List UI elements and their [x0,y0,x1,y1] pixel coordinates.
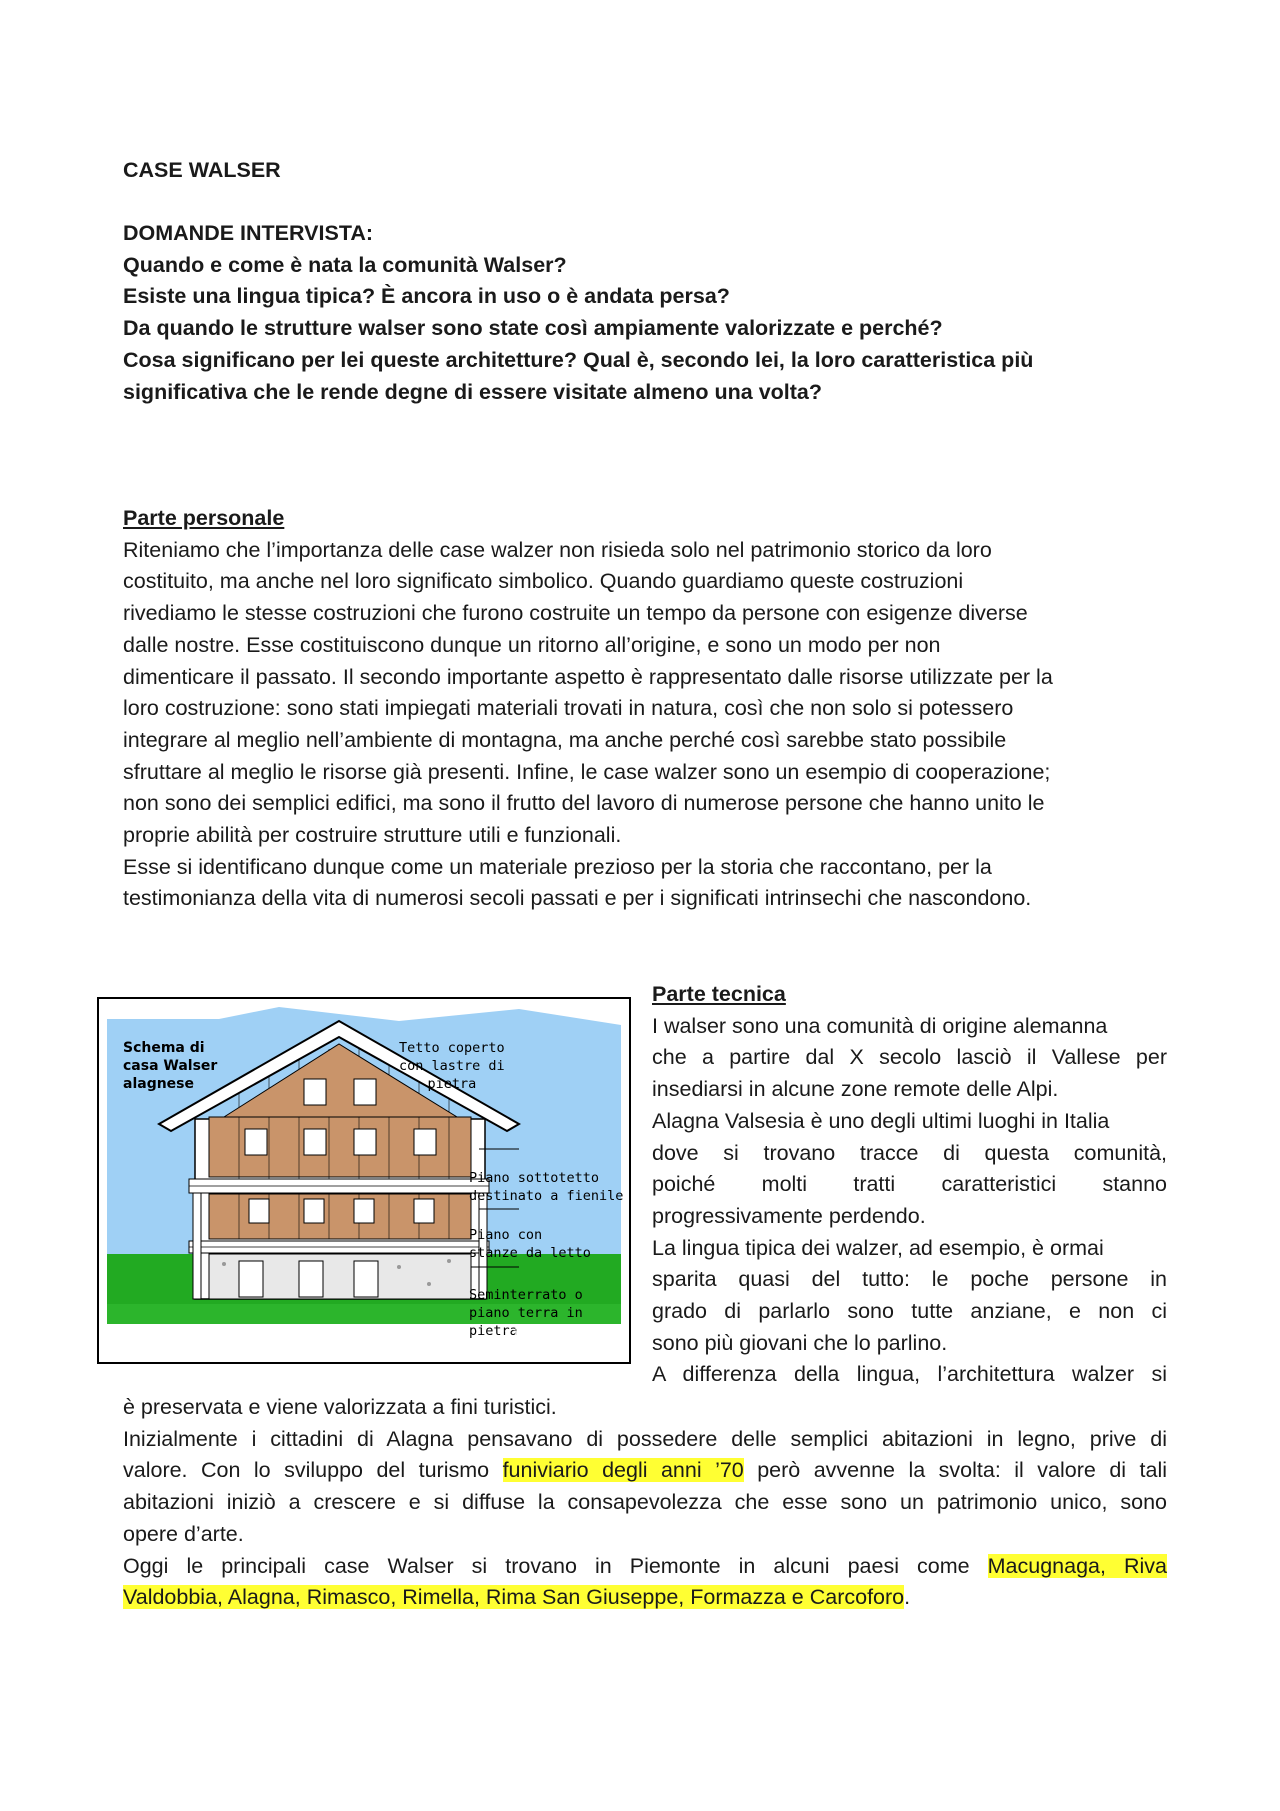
technical-heading: Parte tecnica [652,982,786,1006]
basement-label-line: Seminterrato o [469,1287,583,1303]
technical-line: dove si trovano tracce di questa comunità, [652,1140,1167,1165]
technical-continuation [123,1392,1167,1614]
technical-line: Inizialmente i cittadini di Alagna pensavano di possedere delle semplici abitazioni in legno, prive di [123,1426,1167,1451]
roof-label-line: pietra [427,1076,477,1092]
question-line: Quando e come è nata la comunità Walser? [123,252,567,277]
attic-label-line: Piano sottotetto [469,1170,600,1186]
type-caption: tipo: 1+4+1 [504,1327,591,1342]
question-line: significativa che le rende degne di essere visitate almeno una volta? [123,379,823,404]
technical-line: opere d’arte. [123,1521,244,1546]
technical-line [123,1582,1167,1614]
text-run: Oggi le principali case Walser si trovano in Piemonte in alcuni paesi come [123,1553,988,1578]
technical-column [652,979,1167,1391]
technical-line: sparita quasi del tutto: le poche persone in [652,1267,1167,1292]
interview-questions [123,218,1033,408]
figure-title-line: Schema di [123,1040,205,1056]
highlighted-text: Macugnaga, Riva [987,1553,1168,1578]
technical-line [123,1551,1167,1583]
technical-line: che a partire dal X secolo lasciò il Vallese per [652,1045,1167,1070]
walser-house-figure [97,997,631,1364]
base-caption: Stalla, cucina, soggiorno, casera [211,1327,470,1342]
personal-line: rivediamo le stesse costruzioni che furono costruite un tempo da persone con esigenze diverse [123,601,1028,626]
personal-section [123,503,1053,915]
document-title: CASE WALSER [123,158,281,182]
roof-label-line: con lastre di [399,1058,505,1074]
personal-line: costituito, ma anche nel loro significato simbolico. Quando guardiamo queste costruzioni [123,569,964,594]
personal-line: integrare al meglio nell’ambiente di montagna, ma anche perché così sarebbe stato possibile [123,727,1007,752]
figure-title [123,1039,217,1093]
technical-line: I walser sono una comunità di origine alemanna [652,1013,1108,1038]
personal-line: non sono dei semplici edifici, ma sono il frutto del lavoro di numerose persone che hanno unito le [123,791,1045,816]
question-line: Cosa significano per lei queste architetture? Qual è, secondo lei, la loro caratteristica più [123,347,1034,372]
personal-heading: Parte personale [123,506,285,530]
technical-line: La lingua tipica dei walzer, ad esempio, è ormai [652,1235,1104,1260]
technical-line: A differenza della lingua, l’architettura walzer si [652,1362,1167,1387]
highlighted-text: funiviario degli anni ’70 [502,1458,744,1483]
text-run: però avvenne la svolta: il valore di tali [743,1458,1167,1483]
text-run: . [904,1585,911,1610]
highlighted-text: Valdobbia, Alagna, Rimasco, Rimella, Rima San Giuseppe, Formazza e Carcoforo [123,1585,905,1610]
personal-line: dimenticare il passato. Il secondo importante aspetto è rappresentato dalle risorse utilizzate per la [123,664,1053,689]
attic-label [469,1169,623,1205]
figure-title-line: alagnese [123,1076,195,1092]
personal-line: testimonianza della vita di numerosi secoli passati e per i significati intrinsechi che nascondono. [123,886,1032,911]
roof-label-line: Tetto coperto [399,1040,505,1056]
basement-label-line: piano terra in pietra [469,1305,583,1339]
bedroom-label-line: stanze da letto [469,1245,591,1261]
roof-label [399,1039,505,1093]
personal-line: loro costruzione: sono stati impiegati materiali trovati in natura, così che non solo si potessero [123,696,1014,721]
personal-line: Riteniamo che l’importanza delle case walzer non risieda solo nel patrimonio storico da loro [123,537,992,562]
personal-line: sfruttare al meglio le risorse già presenti. Infine, le case walzer sono un esempio di cooperazione; [123,759,1051,784]
technical-line: progressivamente perdendo. [652,1203,926,1228]
question-line: Da quando le strutture walser sono state così ampiamente valorizzate e perché? [123,316,943,341]
personal-line: dalle nostre. Esse costituiscono dunque un ritorno all’origine, e sono un modo per non [123,632,941,657]
technical-line: sono più giovani che lo parlino. [652,1330,948,1355]
attic-label-line: destinato a fienile [469,1188,624,1204]
question-line: Esiste una lingua tipica? È ancora in uso o è andata persa? [123,284,730,309]
bedroom-label [469,1226,591,1262]
personal-line: Esse si identificano dunque come un materiale prezioso per la storia che raccontano, per la [123,854,992,879]
personal-line: proprie abilità per costruire strutture utili e funzionali. [123,823,622,848]
technical-line: Alagna Valsesia è uno degli ultimi luoghi in Italia [652,1108,1110,1133]
technical-line: grado di parlarlo sono tutte anziane, e non ci [652,1299,1167,1324]
technical-line: insediarsi in alcune zone remote delle Alpi. [652,1077,1059,1102]
technical-line: poiché molti tratti caratteristici stanno [652,1172,1167,1197]
technical-line [123,1455,1167,1487]
bedroom-label-line: Piano con [469,1227,543,1243]
questions-heading: DOMANDE INTERVISTA: [123,221,374,245]
technical-line: è preservata e viene valorizzata a fini turistici. [123,1395,557,1419]
text-run: valore. Con lo sviluppo del turismo [123,1458,503,1483]
technical-line: abitazioni iniziò a crescere e si diffuse la consapevolezza che esse sono un patrimonio unico, sono [123,1490,1167,1515]
figure-title-line: casa Walser [123,1058,218,1074]
